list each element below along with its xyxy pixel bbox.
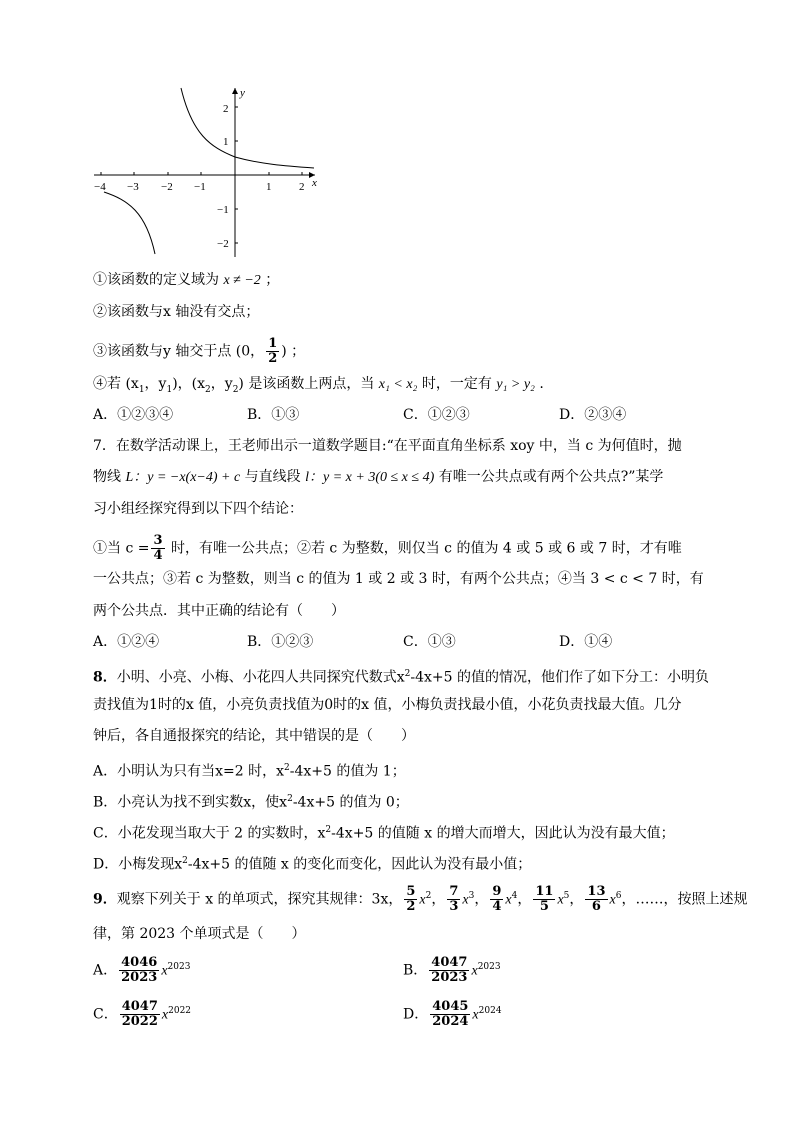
q6-option-a[interactable]: A．①②③④	[93, 407, 174, 423]
q9-option-a[interactable]: A． $\frac{4046}{2023}$ $x^{2023}$	[93, 955, 191, 985]
curve-right-branch	[181, 88, 314, 168]
q7-option-a[interactable]: A．①②④	[93, 634, 160, 650]
q7-line-2: 物线 L：y = −x(x−4) + c 与直线段 l：y = x + 3(0 ≤ x ≤ 4) 有唯一公共点或有两个公共点?”某学	[93, 469, 664, 485]
statement-3: ③该函数与y 轴交于点 (0， $\frac{1}{2}$ ) ；	[93, 336, 306, 366]
q7-line-5: 一公共点；③若 c 为整数，则当 c 的值为 1 或 2 或 3 时，有两个公共点；④当 3 < c < 7 时，有	[93, 571, 704, 587]
statement-1: ①该函数的定义域为 x ≠ −2 ；	[93, 272, 280, 288]
q6-option-b[interactable]: B．①③	[247, 407, 300, 423]
x-tick-label: −3	[127, 181, 139, 193]
q9-option-b[interactable]: B． $\frac{4047}{2023}$ $x^{2023}$	[403, 955, 501, 985]
y-tick-label: 2	[223, 103, 229, 115]
y-tick-label: 1	[223, 136, 229, 148]
x-tick-label: 1	[266, 181, 272, 193]
function-graph	[80, 82, 340, 262]
x-tick-label: −2	[161, 181, 173, 193]
q9-option-d[interactable]: D． $\frac{4045}{2024}$ $x^{2024}$	[403, 999, 502, 1029]
y-tick-label: −2	[217, 238, 229, 250]
statement-2: ②该函数与x 轴没有交点；	[93, 304, 260, 320]
q8-option-b[interactable]: B．小亮认为找不到实数x，使$x^2-4x+5$ 的值为 0；	[93, 794, 409, 811]
x-tick-label: 2	[299, 181, 305, 193]
q9-option-c[interactable]: C． $\frac{4047}{2022}$ $x^{2022}$	[93, 999, 192, 1029]
fraction: $\frac{1}{2}$	[268, 336, 278, 366]
x-tick-label: −4	[94, 181, 106, 193]
q7-line-6: 两个公共点．其中正确的结论有（ ）	[93, 603, 345, 619]
q7-option-c[interactable]: C．①③	[403, 634, 456, 650]
q9-line-2: 律，第 2023 个单项式是（ ）	[93, 926, 306, 942]
statement-4: ④若 ($x_1$，$y_1$)，($x_2$，$y_2$) 是该函数上两点，当 x₁ < x₂ 时，一定有 y₁ > y₂ .	[93, 376, 544, 395]
curve-left-branch	[104, 192, 155, 254]
q6-option-c[interactable]: C．①②③	[403, 407, 470, 423]
q9-line-1: 9．观察下列关于 x 的单项式，探究其规律：3x， $\frac{5}{2}$ $x^2$， $\frac{7}{3}$ $x^3$， $\frac{9}{4}$ $x^4$， $\frac{11}{5}$ $x^5$， $\frac{13}{6}$ $x^6$，……，按照上述规	[93, 884, 748, 914]
q8-option-c[interactable]: C．小花发现当取大于 2 的实数时，$x^2-4x+5$ 的值随 x 的增大而增大，因此认为没有最大值；	[93, 825, 675, 842]
q7-line-4: ①当 c = $\frac{3}{4}$ 时，有唯一公共点；②若 c 为整数，则仅当 c 的值为 4 或 5 或 6 或 7 时，才有唯	[93, 533, 682, 563]
q7-option-d[interactable]: D．①④	[559, 634, 613, 650]
fraction: $\frac{3}{4}$	[153, 533, 163, 563]
q8-option-a[interactable]: A．小明认为只有当x=2 时，$x^2-4x+5$ 的值为 1；	[93, 763, 406, 780]
q7-line-1: 7．在数学活动课上，王老师出示一道数学题目:“在平面直角坐标系 xoy 中，当 c 为何值时，抛	[93, 438, 682, 454]
q7-line-3: 习小组经探究得到以下四个结论：	[93, 501, 303, 517]
q8-line-1: 8．小明、小亮、小梅、小花四人共同探究代数式$x^2-4x+5$ 的值的情况，他们作了如下分工：小明负	[93, 669, 710, 686]
q8-option-d[interactable]: D．小梅发现$x^2-4x+5$ 的值随 x 的变化而变化，因此认为没有最小值；	[93, 856, 532, 873]
x-tick-label: −1	[194, 181, 206, 193]
y-tick-label: −1	[217, 204, 229, 216]
q8-line-3: 钟后，各自通报探究的结论，其中错误的是（ ）	[93, 728, 415, 744]
y-axis-label: y	[240, 87, 245, 99]
q8-line-2: 责找值为1时的x 值，小亮负责找值为0时的x 值，小梅负责找最小值，小花负责找最大值。几分	[93, 697, 682, 713]
q7-option-b[interactable]: B．①②③	[247, 634, 314, 650]
q6-option-d[interactable]: D．②③④	[559, 407, 627, 423]
x-axis-label: x	[312, 177, 317, 189]
